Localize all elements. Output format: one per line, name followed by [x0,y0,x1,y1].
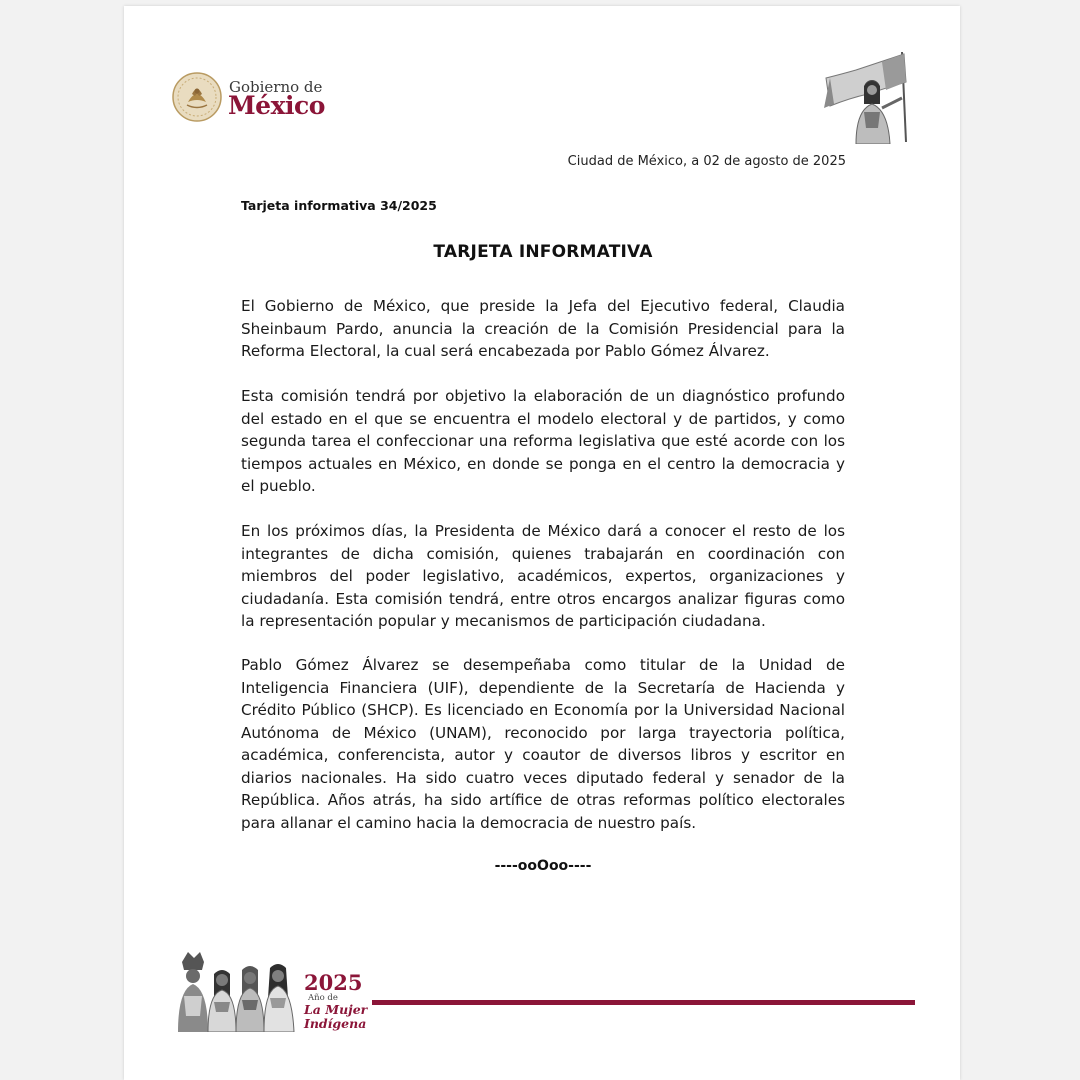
document-reference: Tarjeta informativa 34/2025 [241,198,437,213]
document-page [124,6,960,1080]
year-number: 2025 [304,970,363,995]
body-paragraph-2: Esta comisión tendrá por objetivo la elaboración de un diagnóstico profundo del estado en el que se encuentra el modelo electoral y de partidos, y como segunda tarea el confeccionar una reforma legislativa que esté acorde con los tiempos actuales en México, en donde se ponga en el centro la democracia y el pueblo. [241,387,845,495]
body-paragraph-1: El Gobierno de México, que preside la Jefa del Ejecutivo federal, Claudia Sheinbaum Pardo, anuncia la creación de la Comisión Presidencial para la Reforma Electoral, la cual será encabezada por Pablo Gómez Álvarez. [241,297,845,360]
document-date: Ciudad de México, a 02 de agosto de 2025 [567,154,846,169]
national-seal-icon [172,72,222,122]
woman-with-flag-illustration [820,48,914,144]
body-paragraph-3: En los próximos días, la Presidenta de México dará a conocer el resto de los integrantes de dicha comisión, quienes trabajarán en coordinación con miembros del poder legislativo, académicos, expertos, organizaciones y ciudadanía. Esta comisión tendrá, entre otros encargos analizar figuras como la representación popular y mecanismos de participación ciudadana. [241,522,845,630]
footer-divider [372,1000,915,1005]
year-of-indigenous-woman-logo [304,972,374,1032]
closing-mark: ----ooOoo---- [494,858,592,874]
slogan-line-2: Indígena [304,1016,367,1031]
year-caption: Año de [308,993,338,1003]
body-paragraph-4: Pablo Gómez Álvarez se desempeñaba como titular de la Unidad de Inteligencia Financiera (UIF), dependiente de la Secretaría de Hacienda y Crédito Público (SHCP). Es licenciado en Economía por la Universidad Nacional Autónoma de México (UNAM), reconocido por larga trayectoria política, académica, conferencista, autor y coautor de diversos libros y escritor en diarios nacionales. Ha sido cuatro veces diputado federal y senador de la República. Años atrás, ha sido artífice de otras reformas político electorales para allanar el camino hacia la democracia de nuestro país. [241,656,845,832]
indigenous-women-illustration [174,952,300,1032]
gobierno-de-mexico-logo [172,72,352,128]
document-title: TARJETA INFORMATIVA [433,242,653,262]
logo-text-gobierno-de: Gobierno de [229,78,323,96]
slogan-line-1: La Mujer [304,1002,368,1017]
logo-text-mexico: México [228,91,325,120]
